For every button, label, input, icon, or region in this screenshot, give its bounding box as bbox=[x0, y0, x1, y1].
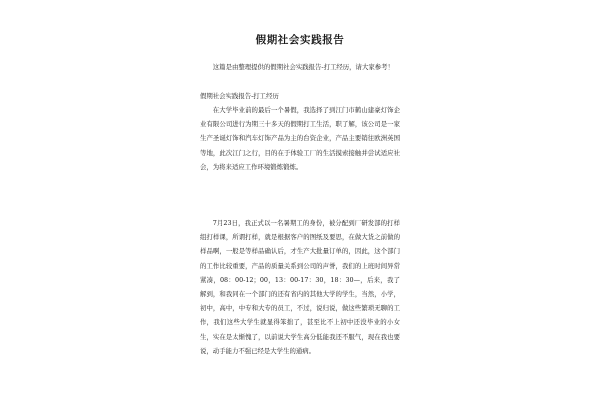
body-paragraph-2: 7月23日，我正式以一名暑期工的身份，被分配到厂研发部的打样组打样课，所谓打样，就是根据客户的图纸及要思，在做大货之前做的样品啊，一般是等样品确认后，才生产大批量订单的，因此，这个部门的工作比较重要，产品的质量关系到公司的声誉，我们的上班时间异常紧凑，08：00-12；00，13：00-17：30，18：30—，后来，我了解到，和我同在一个部门的还有省内的其他大学的学生，当然，小学，初中，高中，中专和大专的员工，不过，说归说，做这些繁琐无聊的工作，我们这些大学生就显得笨拙了，甚至比不上初中还没毕业的小女生，实在是太惭愧了，以前说大学生高分低能我还不服气，现在我也要说，动手能力不强已经是大学生的通病。 bbox=[200, 219, 400, 355]
body-paragraph-1: 在大学毕业前的最后一个暑假，我选择了到江门市鹤山建豪灯饰企业有限公司进行为期三十多天的假期打工生活，职了解，该公司是一家生产圣诞灯饰和汽车灯饰产品为主的台资企业，产品主要销往欧洲英国等地，此次江门之行，目的在于体验工厂的生活摸索接触并尝试适应社会，为将来适应工作环境锻炼锻炼。 bbox=[200, 106, 400, 171]
document-page bbox=[200, 0, 400, 400]
document-subtitle: 假期社会实践报告-打工经历 bbox=[200, 92, 279, 100]
document-title: 假期社会实践报告 bbox=[255, 34, 345, 46]
intro-paragraph: 这篇是由整理提供的假期社会实践报告-打工经历，请大家参考！ bbox=[212, 63, 394, 71]
